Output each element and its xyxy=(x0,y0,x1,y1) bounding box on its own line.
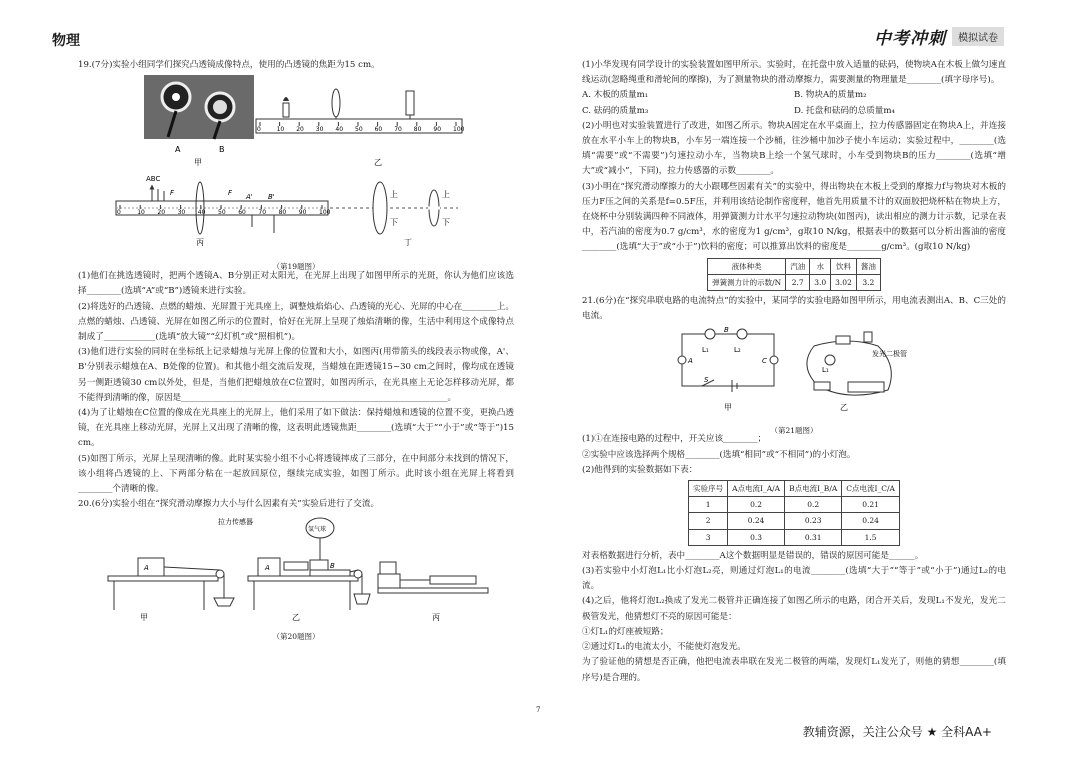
table-header-cell: C点电流I_C/A xyxy=(842,481,900,497)
q21-stem: 21.(6分)在“探究串联电路的电流特点”的实验中，某同学的实验电路如图甲所示，用电流表测出A、B、C三处的电流。 xyxy=(582,296,1006,322)
ruler-tick-label: 20 xyxy=(157,209,166,217)
table-cell: 1 xyxy=(689,497,728,513)
ruler-tick-label: 100 xyxy=(319,209,331,217)
lens-photo xyxy=(144,75,254,139)
subject-title: 物理 xyxy=(52,33,80,49)
label-f-left: F xyxy=(170,189,175,198)
switch-s: S xyxy=(704,376,709,385)
table-cell: 2 xyxy=(689,513,728,529)
ruler-tick-label: 100 xyxy=(453,126,465,134)
photo-label-a: A xyxy=(175,145,181,155)
fig-bing: 丙 xyxy=(196,238,204,248)
q21-part2: (2)他得到的实验数据如下表： xyxy=(582,464,698,475)
ruler-tick-label: 60 xyxy=(238,209,246,217)
table-cell: 3.02 xyxy=(831,274,857,290)
q19-caption: （第19题图） xyxy=(272,262,320,272)
q21-part8: 为了验证他的猜想是否正确，他把电流表串联在发光二极管的两端，发现灯L₁发光了，则他的猜想________(填序号)是合理的。 xyxy=(582,657,1006,683)
ruler-tick-label: 40 xyxy=(197,209,206,217)
brand-logo: 中考冲刺 xyxy=(874,29,946,49)
table-header-cell: 实验序号 xyxy=(689,481,728,497)
point-a: A xyxy=(688,357,693,366)
block-a-jia: A xyxy=(144,564,149,573)
q19-part2: (2)将选好的凸透镜、点燃的蜡烛、光屏置于光具座上，调整烛焰焰心、凸透镜的光心、光屏的中心在________上。点燃的蜡烛、凸透镜、光屏在如图乙所示的位置时，恰好在光屏上呈现了烛焰清晰的像，生活中利用这个成像特点制成了____________(选填“放大镜”“幻灯机”或“照相机”)。 xyxy=(78,301,514,343)
q19-diagram xyxy=(78,75,514,255)
header-brand xyxy=(874,24,1004,49)
table-header-cell: 汽油 xyxy=(786,258,810,274)
point-c: C xyxy=(762,357,767,366)
table-cell: 3 xyxy=(689,529,728,545)
ruler-tick-label: 70 xyxy=(394,126,402,134)
table-row-label: 弹簧测力计的示数/N xyxy=(708,274,786,290)
q21-part3: 对表格数据进行分析，表中________A这个数据明显是错误的，错误的原因可能是______。 xyxy=(582,550,924,561)
table-cell: 2.7 xyxy=(786,274,810,290)
fig-yi: 乙 xyxy=(374,158,382,168)
q21-part5: (4)之后，他将灯泡L₂换成了发光二极管并正确连接了如图乙所示的电路，闭合开关后，发现L₁不发光，发光二极管发光，他猜想灯不亮的原因可能是： xyxy=(582,596,1006,622)
q21-part7: ②通过灯L₁的电流太小，不能使灯泡发光。 xyxy=(582,642,746,653)
led-label: 发光二极管 xyxy=(872,350,907,359)
left-column xyxy=(78,58,514,641)
table-row xyxy=(689,513,900,529)
table-cell: 0.2 xyxy=(728,497,785,513)
q20-stem: 20.(6分)实验小组在“探究滑动摩擦力大小与什么因素有关”实验后进行了交流。 xyxy=(78,499,380,510)
ruler-tick-label: 80 xyxy=(278,209,287,217)
q21-diagram xyxy=(582,326,1006,418)
q19-part5: (5)如图丁所示，光屏上呈现清晰的像。此时某实验小组不小心将透镜摔成了三部分，在中间部分未找到的情况下，该小组将凸透镜的上、下两部分粘在一起放回原位，继续完成实验，如图丁所示。此时该小组在光屏上将看到________个清晰的像。 xyxy=(78,453,514,495)
table-header-cell: 饮料 xyxy=(831,258,857,274)
label-b-prime: B' xyxy=(268,193,275,202)
block-a-yi: A xyxy=(265,564,270,573)
table-header-cell: 酱油 xyxy=(856,258,880,274)
q21-caption: （第21题图） xyxy=(770,425,818,435)
q21-figure xyxy=(582,326,1006,435)
q20-part2: (2)小明也对实验装置进行了改进，如图乙所示。物块A固定在水平桌面上，拉力传感器固定在物块A上，并连接放在水平小车上的物块B，小车另一端连接一个沙桶，往沙桶中加沙子使小车运动；实验过程中，________(选填“需要”或“不需要”)匀速拉动小车，当物块B上绘一个氢气球时，小车受到物块B的压力________(选填“增大”或“减小”，下同)，拉力传感器的示数________。 xyxy=(582,120,1006,177)
label-f-right: F xyxy=(228,189,233,198)
table-row xyxy=(689,497,900,513)
table-cell: 0.3 xyxy=(728,529,785,545)
fig20-yi: 乙 xyxy=(292,613,300,623)
table-row xyxy=(689,481,900,497)
setup-jia xyxy=(108,558,234,610)
q19-stem: 19.(7分)实验小组同学们探究凸透镜成像特点，使用的凸透镜的焦距为15 cm。 xyxy=(78,60,380,70)
q19-part4: (4)为了让蜡烛在C位置的像成在光具座上的光屏上，他们采用了如下做法：保持蜡烛和透镜的位置不变，更换凸透镜，在光具座上移动光屏，光屏上又出现了清晰的像，这表明此透镜焦距________(选填“大于”“小于”或“等于”)15 cm。 xyxy=(78,408,514,449)
table-cell: 0.24 xyxy=(842,513,900,529)
label-up-1: 上 xyxy=(390,190,398,200)
fig-jia: 甲 xyxy=(194,158,202,168)
q20-figure xyxy=(78,514,514,641)
table-cell: 1.5 xyxy=(842,529,900,545)
fig20-bing: 丙 xyxy=(432,613,440,623)
point-b: B xyxy=(724,326,729,335)
table-row xyxy=(708,258,881,274)
table-header-cell: 液体种类 xyxy=(708,258,786,274)
ruler-tick-label: 70 xyxy=(258,209,267,217)
fig20-jia: 甲 xyxy=(140,613,148,623)
grid-ruler xyxy=(116,182,328,234)
page-number: 7 xyxy=(536,706,541,714)
ruler-tick-label: 0 xyxy=(117,209,121,217)
option-b: B. 物块A的质量m₂ xyxy=(794,90,867,101)
ruler-tick-label: 20 xyxy=(296,126,304,134)
ruler-tick-label: 80 xyxy=(413,126,422,134)
ruler-tick-label: 60 xyxy=(374,126,383,134)
ruler-tick-label: 10 xyxy=(276,126,285,134)
option-d: D. 托盘和砝码的总质量m₄ xyxy=(794,105,895,116)
fig21-jia: 甲 xyxy=(724,403,732,413)
series-label: 模拟试卷 xyxy=(952,27,1004,46)
ruler-tick-label: 40 xyxy=(335,126,344,134)
ruler-tick-label: 0 xyxy=(257,126,261,134)
table-cell: 0.24 xyxy=(728,513,785,529)
q21-part4: (3)若实验中小灯泡L₁比小灯泡L₂亮，则通过灯泡L₁的电流________(选填“大于”“等于”或“小于”)通过L₂的电流。 xyxy=(582,566,1006,592)
option-a: A. 木板的质量m₁ xyxy=(582,90,649,101)
label-a-prime: A' xyxy=(246,193,253,202)
ruler-tick-label: 30 xyxy=(177,209,186,217)
table-cell: 0.2 xyxy=(785,497,842,513)
table-cell: 3.2 xyxy=(856,274,880,290)
label-down-2: 下 xyxy=(442,218,450,228)
table-header-cell: A点电流I_A/A xyxy=(728,481,785,497)
option-c: C. 砝码的质量m₃ xyxy=(582,105,649,116)
q20-options xyxy=(582,88,1006,118)
ruler-tick-label: 90 xyxy=(433,126,442,134)
q20-part3: (3)小明在“探究滑动摩擦力的大小跟哪些因素有关”的实验中，得出物块在木板上受到的摩擦力f与物块对木板的压力F压之间的关系是f=0.5F压，并利用该结论制作密度秤，他首先用质量不计的双面胶把烧杯粘在物块上方，在烧杯中分别装满四种不同液体，用弹簧测力计水平匀速拉动物块(如图丙)，读出相应的测力计示数，记录在表中，若汽油的密度为0.7 g/cm³，水的密度为1 g/cm³，g取10 N/kg，根据表中的数据可以分析出酱油的密度________(选填“大于”或“小于”)饮料的密度；可以推算出饮料的密度是________g/cm³。(g取10 N/kg) xyxy=(582,181,1006,253)
label-down-1: 下 xyxy=(390,218,398,228)
q20-diagram xyxy=(78,514,514,624)
table-header-cell: B点电流I_B/A xyxy=(785,481,842,497)
lamp-l2-jia: L₂ xyxy=(734,346,741,355)
q20-caption: （第20题图） xyxy=(272,631,320,641)
table-row xyxy=(689,529,900,545)
table-cell: 0.31 xyxy=(785,529,842,545)
table-cell: 0.23 xyxy=(785,513,842,529)
lamp-l1-jia: L₁ xyxy=(702,346,709,355)
balloon-label: 氢气球 xyxy=(308,526,327,534)
table-cell: 0.21 xyxy=(842,497,900,513)
q19-part3: (3)他们进行实验的同时在坐标纸上记录蜡烛与光屏上像的位置和大小，如图丙(用带箭头的线段表示物或像，A'、B'分别表示蜡烛在A、B处像的位置)。和其他小组交流后发现，当蜡烛在距透镜15~30 cm之间时，像均成在透镜另一侧距透镜30 cm以外处，但是，当他们把蜡烛放在C位置时，如图丙所示，在光具座上无论怎样移动光屏，都不能得到清晰的像，原因是______________________________________________________________。 xyxy=(78,347,514,403)
ruler-tick-label: 10 xyxy=(137,209,145,217)
q20-table xyxy=(707,258,881,291)
table-header-cell: 水 xyxy=(810,258,831,274)
q19-part1: (1)他们在挑选透镜时，把两个透镜A、B分别正对太阳光，在光屏上出现了如图甲所示的光斑，你认为他们应该选择________(选填“A”或“B”)透镜来进行实验。 xyxy=(78,271,514,297)
photo-label-b: B xyxy=(219,145,225,155)
label-abc: ABC xyxy=(146,175,161,184)
q20-part1: (1)小华发现有同学设计的实验装置如图甲所示。实验时，在托盘中放入适量的砝码，使物块A在木板上做匀速直线运动(忽略绳重和滑轮间的摩擦)，为了测量物块的滑动摩擦力，需要测量的物理量是________(填字母序号)。 xyxy=(582,60,1006,86)
q21-part1b: ②实验中应该选择两个规格________(选填“相同”或“不相同”)的小灯泡。 xyxy=(582,449,856,460)
block-b-yi: B xyxy=(330,562,335,571)
right-column xyxy=(582,58,1006,686)
lamp-l1-yi: L₁ xyxy=(822,366,829,375)
fig-ding: 丁 xyxy=(404,238,412,248)
ruler-tick-label: 50 xyxy=(355,126,363,134)
ruler-tick-label: 50 xyxy=(218,209,226,217)
label-up-2: 上 xyxy=(442,190,450,200)
table-cell: 3.0 xyxy=(810,274,831,290)
q19-figure xyxy=(78,75,514,272)
setup-bing xyxy=(378,562,488,593)
footer-watermark: 教辅资源，关注公众号 ★ 全科AA+ xyxy=(802,725,992,739)
sensor-label: 拉力传感器 xyxy=(218,518,253,527)
q21-part1a: (1)①在连接电路的过程中，开关应该________； xyxy=(582,434,767,445)
circuit-yi xyxy=(807,332,891,395)
table-row xyxy=(708,274,881,290)
q21-table xyxy=(688,480,900,546)
q21-part6: ①灯L₁的灯座被短路； xyxy=(582,626,669,637)
fig21-yi: 乙 xyxy=(840,403,848,413)
ruler-tick-label: 30 xyxy=(315,126,324,134)
ruler-tick-label: 90 xyxy=(298,209,307,217)
